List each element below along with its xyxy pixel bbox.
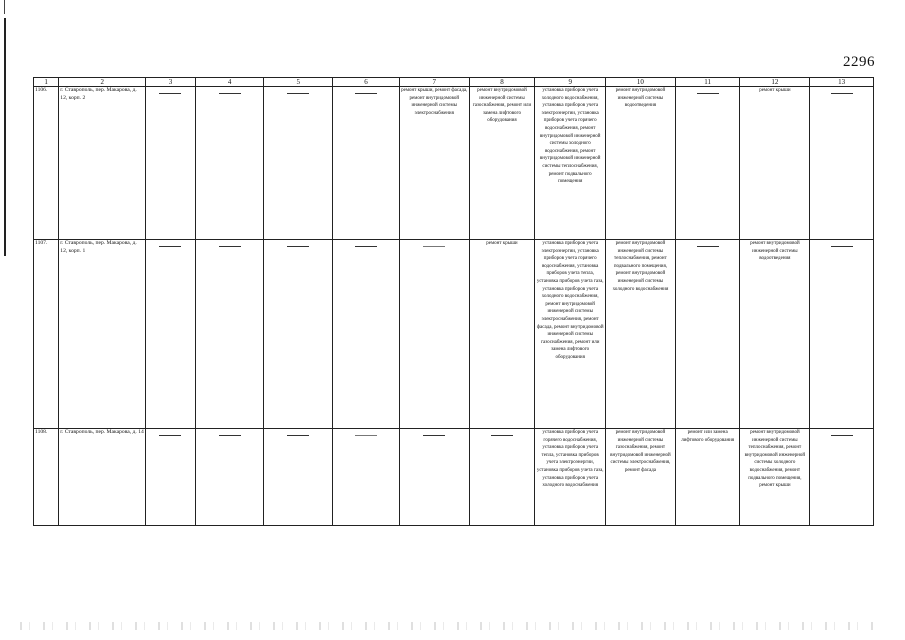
col-header: 9	[535, 78, 606, 87]
col-header: 1	[34, 78, 59, 87]
dash	[697, 93, 719, 94]
col-header: 12	[740, 78, 810, 87]
row-number: 1106.	[34, 87, 59, 240]
col-header: 11	[675, 78, 740, 87]
empty-cell	[195, 429, 264, 526]
address: г. Ставрополь, пер. Макарова, д. 14	[59, 429, 146, 526]
empty-cell	[810, 429, 874, 526]
address: г. Ставрополь, пер. Макарова, д. 12, корп. 1	[59, 240, 146, 429]
empty-cell	[333, 87, 400, 240]
dash	[831, 246, 853, 247]
empty-cell	[675, 240, 740, 429]
dash	[355, 246, 377, 247]
works-cell: установка приборов учета электроэнергии, установка приборов учета горячего водоснабжения, установка приборов учета тепла, установка приборов учета газа, установка приборов учета холодного водоснабжения, ремонт внутридомовой инженерной системы электроснабжения, ремонт фасада, ремонт внутридомовой инженерной системы газоснабжения, ремонт или замена лифтового оборудования	[535, 240, 606, 429]
empty-cell	[195, 87, 264, 240]
dash	[423, 246, 445, 247]
dash	[831, 93, 853, 94]
col-header: 2	[59, 78, 146, 87]
dash	[423, 435, 445, 436]
works-cell: ремонт внутридомовой инженерной системы газоснабжения, ремонт внутридомовой инженерной системы электроснабжения, ремонт фасада	[606, 429, 676, 526]
works-cell: ремонт или замена лифтового оборудования	[675, 429, 740, 526]
works-cell: ремонт внутридомовой инженерной системы водоотведения	[606, 87, 676, 240]
col-header: 13	[810, 78, 874, 87]
address: г. Ставрополь, пер. Макарова, д. 12, корп. 2	[59, 87, 146, 240]
empty-cell	[264, 240, 333, 429]
page-number: 2296	[843, 54, 875, 70]
dash	[219, 435, 241, 436]
works-cell: ремонт внутридомовой инженерной системы водоотведения	[740, 240, 810, 429]
dash	[831, 435, 853, 436]
col-header: 10	[606, 78, 676, 87]
binding-mark	[4, 18, 6, 256]
empty-cell	[195, 240, 264, 429]
empty-cell	[333, 240, 400, 429]
empty-cell	[399, 429, 469, 526]
binding-mark-top	[4, 0, 5, 14]
empty-cell	[146, 429, 196, 526]
col-header: 5	[264, 78, 333, 87]
empty-cell	[333, 429, 400, 526]
dash	[287, 93, 309, 94]
dash	[159, 246, 181, 247]
dash	[159, 93, 181, 94]
col-header: 4	[195, 78, 264, 87]
col-header: 7	[399, 78, 469, 87]
works-cell: установка приборов учета горячего водоснабжения, установка приборов учета тепла, установка приборов учета электроэнергии, установка приборов учета газа, установка приборов учета холодного водоснабжения	[535, 429, 606, 526]
empty-cell	[810, 87, 874, 240]
dash	[355, 435, 377, 436]
table-row	[34, 240, 874, 429]
empty-cell	[675, 87, 740, 240]
empty-cell	[146, 240, 196, 429]
dash	[355, 93, 377, 94]
works-cell: ремонт крыши	[469, 240, 535, 429]
empty-cell	[810, 240, 874, 429]
dash	[697, 246, 719, 247]
dash	[219, 93, 241, 94]
dash	[219, 246, 241, 247]
table-row	[34, 429, 874, 526]
dash	[491, 435, 513, 436]
col-header: 8	[469, 78, 535, 87]
works-cell: ремонт крыши	[740, 87, 810, 240]
works-cell: ремонт внутридомовой инженерной системы теплоснабжения, ремонт внутридомовой инженерной системы холодного водоснабжения, ремонт подвального помещения, ремонт крыши	[740, 429, 810, 526]
empty-cell	[399, 240, 469, 429]
works-cell: ремонт крыши, ремонт фасада, ремонт внутридомовой инженерной системы электроснабжения	[399, 87, 469, 240]
dash	[287, 435, 309, 436]
works-cell: установка приборов учета холодного водоснабжения, установка приборов учета электроэнергии, установка приборов учета горячего водоснабжения, ремонт внутридомовой инженерной системы холодного водоснабжения, ремонт внутридомовой инженерной системы теплоснабжения, ремонт подвального помещения	[535, 87, 606, 240]
empty-cell	[469, 429, 535, 526]
empty-cell	[146, 87, 196, 240]
empty-cell	[264, 87, 333, 240]
repair-schedule-table	[33, 77, 874, 526]
dash	[287, 246, 309, 247]
row-number: 1107.	[34, 240, 59, 429]
works-cell: ремонт внутридомовой инженерной системы газоснабжения, ремонт или замена лифтового оборудования	[469, 87, 535, 240]
column-number-row	[34, 78, 874, 87]
row-number: 1108.	[34, 429, 59, 526]
dash	[159, 435, 181, 436]
works-cell: ремонт внутридомовой инженерной системы теплоснабжения, ремонт подвального помещения, ремонт внутридомовой инженерной системы холодного водоснабжения	[606, 240, 676, 429]
scan-noise	[20, 622, 880, 630]
empty-cell	[264, 429, 333, 526]
table-row	[34, 87, 874, 240]
col-header: 3	[146, 78, 196, 87]
col-header: 6	[333, 78, 400, 87]
